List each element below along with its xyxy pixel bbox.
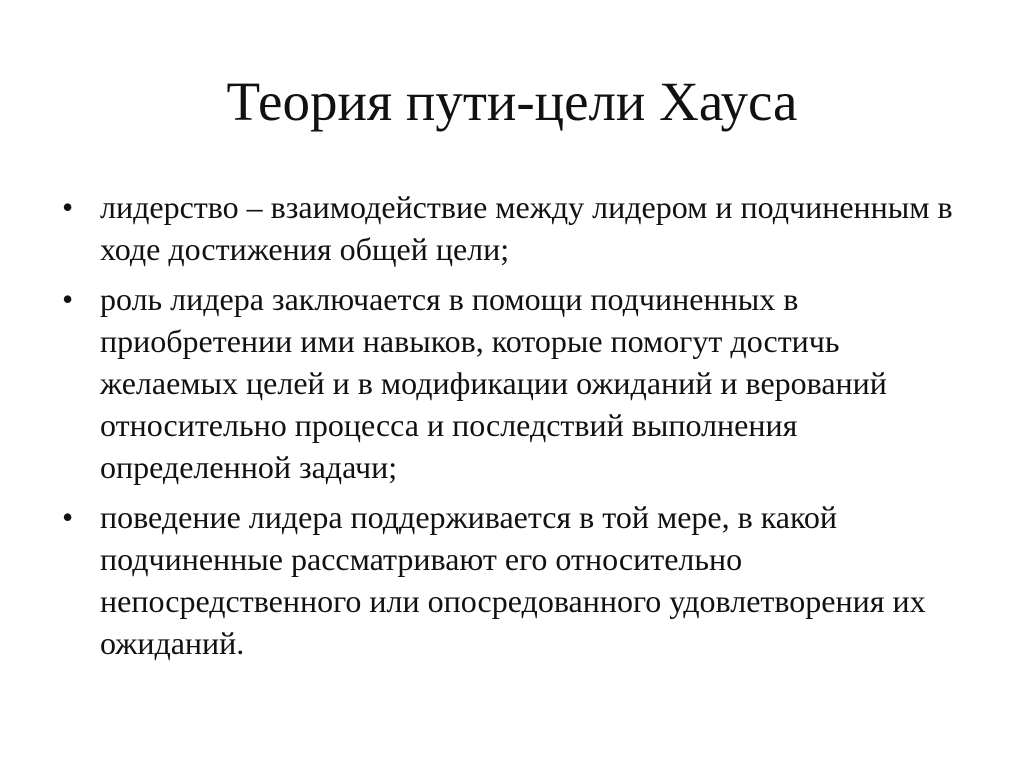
bullet-item-leader-behavior [62,496,962,664]
bullet-item-leader-role [62,278,962,488]
bullet-icon: • [62,189,74,225]
bullet-text: поведение лидера поддерживается в той мере, в какой подчиненные рассматривают его относительно непосредственного или опосредованного удовлетворения их ожиданий. [100,499,926,661]
slide-title: Теория пути-цели Хауса [226,71,798,132]
bullet-item-leadership [62,186,962,270]
bullet-list [62,186,962,672]
bullet-icon: • [62,281,74,317]
bullet-icon: • [62,499,74,535]
bullet-text: роль лидера заключается в помощи подчиненных в приобретении ими навыков, которые помогут достичь желаемых целей и в модификации ожиданий и верований относительно процесса и последствий выполнения определенной задачи; [100,281,887,485]
bullet-text: лидерство – взаимодействие между лидером и подчиненным в ходе достижения общей цели; [100,189,953,267]
